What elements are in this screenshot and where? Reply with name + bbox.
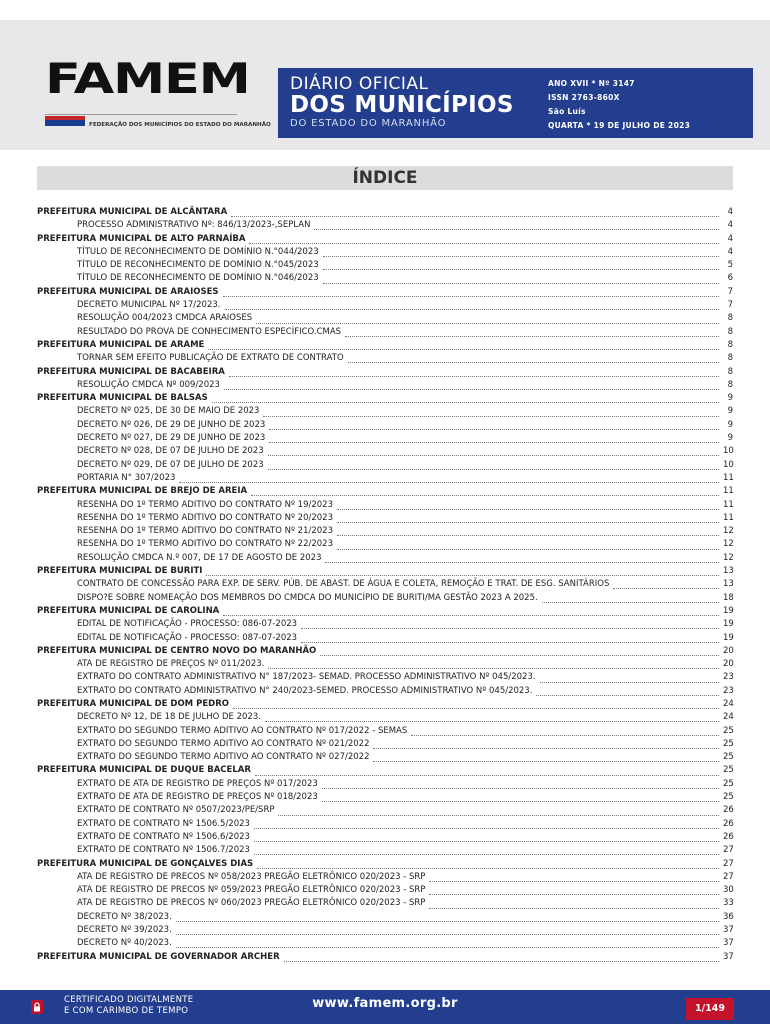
toc-dot-leader <box>429 873 719 882</box>
toc-dot-leader <box>429 886 719 895</box>
toc-dot-leader <box>233 700 719 709</box>
toc-section-row[interactable] <box>37 485 733 498</box>
website-link[interactable]: www.famem.org.br <box>312 996 458 1011</box>
toc-dot-leader <box>224 381 719 390</box>
toc-dot-leader <box>208 341 719 350</box>
toc-dot-leader <box>257 860 719 869</box>
toc-page-number: 9 <box>727 393 733 404</box>
toc-page-number: 24 <box>723 712 734 723</box>
toc-page-number: 36 <box>723 911 734 922</box>
toc-entry-row[interactable] <box>37 725 733 738</box>
toc-page-number: 25 <box>723 738 734 749</box>
toc-dot-leader <box>251 487 719 496</box>
toc-page-number: 26 <box>723 805 734 816</box>
city: São Luís <box>548 107 586 116</box>
toc-section-row[interactable] <box>37 698 733 711</box>
toc-entry-row[interactable] <box>37 299 733 312</box>
toc-dot-leader <box>254 846 719 855</box>
toc-entry-row[interactable] <box>37 525 733 538</box>
toc-entry-row[interactable] <box>37 778 733 791</box>
toc-dot-leader <box>322 793 719 802</box>
toc-entry-row[interactable] <box>37 552 733 565</box>
toc-dot-leader <box>411 727 719 736</box>
toc-page-number: 4 <box>727 233 733 244</box>
toc-entry-title: EXTRATO DO CONTRATO ADMINISTRATIVO N° 240/2023-SEMED. PROCESSO ADMINISTRATIVO Nº 045/2023. <box>77 685 533 696</box>
toc-entry-title: ATA DE REGISTRO DE PRECOS Nº 058/2023 PREGÃO ELETRÔNICO 020/2023 - SRP <box>77 871 426 882</box>
issn: ISSN 2763-860X <box>548 93 620 102</box>
toc-dot-leader <box>337 527 719 536</box>
toc-page-number: 13 <box>723 566 734 577</box>
toc-dot-leader <box>337 541 719 550</box>
toc-dot-leader <box>540 674 719 683</box>
toc-dot-leader <box>268 660 719 669</box>
toc-entry-title: DECRETO Nº 40/2023. <box>77 938 172 949</box>
toc-entry-row[interactable] <box>37 791 733 804</box>
edition-number: ANO XVII * Nº 3147 <box>548 79 635 88</box>
toc-dot-leader <box>255 767 719 776</box>
toc-entry-title: ATA DE REGISTRO DE PREÇOS Nº 011/2023. <box>77 659 265 670</box>
toc-dot-leader <box>301 620 719 629</box>
toc-dot-leader <box>542 594 719 603</box>
toc-dot-leader <box>176 939 719 948</box>
toc-entry-row[interactable] <box>37 804 733 817</box>
toc-entry-title: DECRETO Nº 028, DE 07 DE JULHO DE 2023 <box>77 446 264 457</box>
toc-dot-leader <box>223 607 719 616</box>
toc-entry-title: TÍTULO DE RECONHECIMENTO DE DOMÍNIO N.°046/2023 <box>77 273 319 284</box>
masthead-title-2: DOS MUNICÍPIOS <box>290 92 514 118</box>
toc-page-number: 27 <box>723 845 734 856</box>
toc-entry-row[interactable] <box>37 512 733 525</box>
toc-page-number: 12 <box>723 539 734 550</box>
toc-entry-row[interactable] <box>37 326 733 339</box>
masthead-title-1: DIÁRIO OFICIAL <box>290 74 429 94</box>
toc-dot-leader <box>254 820 719 829</box>
toc-entry-row[interactable] <box>37 937 733 950</box>
toc-page-number: 11 <box>723 512 734 523</box>
toc-entry-title: EXTRATO DE CONTRATO Nº 0507/2023/PE/SRP <box>77 805 275 816</box>
toc-dot-leader <box>373 753 719 762</box>
toc-page-number: 7 <box>727 286 733 297</box>
toc-page-number: 25 <box>723 792 734 803</box>
toc-dot-leader <box>268 461 719 470</box>
certificate-line-1: CERTIFICADO DIGITALMENTE <box>64 995 194 1005</box>
toc-entry-row[interactable] <box>37 538 733 551</box>
toc-page-number: 5 <box>727 260 733 271</box>
toc-entry-title: ATA DE REGISTRO DE PRECOS Nº 060/2023 PREGÃO ELETRÔNICO 020/2023 - SRP <box>77 898 426 909</box>
toc-page-number: 7 <box>727 300 733 311</box>
toc-section-row[interactable] <box>37 565 733 578</box>
toc-page-number: 20 <box>723 659 734 670</box>
toc-page-number: 4 <box>727 220 733 231</box>
toc-entry-row[interactable] <box>37 671 733 684</box>
toc-page-number: 23 <box>723 672 734 683</box>
toc-page-number: 27 <box>723 871 734 882</box>
toc-dot-leader <box>613 580 719 589</box>
footer <box>0 990 770 1024</box>
toc-page-number: 8 <box>727 353 733 364</box>
toc-page-number: 12 <box>723 552 734 563</box>
toc-page-number: 8 <box>727 339 733 350</box>
toc-page-number: 11 <box>723 499 734 510</box>
toc-entry-row[interactable] <box>37 658 733 671</box>
toc-dot-leader <box>223 288 719 297</box>
toc-page-number: 8 <box>727 379 733 390</box>
toc-entry-title: EXTRATO DO SEGUNDO TERMO ADITIVO AO CONTRATO Nº 017/2022 - SEMAS <box>77 725 408 736</box>
toc-dot-leader <box>284 953 719 962</box>
masthead <box>278 68 753 138</box>
toc-dot-leader <box>536 687 719 696</box>
toc-dot-leader <box>345 328 719 337</box>
toc-entry-title: RESENHA DO 1º TERMO ADITIVO DO CONTRATO Nº 22/2023 <box>77 539 333 550</box>
toc-dot-leader <box>249 235 719 244</box>
toc-entry-row[interactable] <box>37 472 733 485</box>
toc-section-title: PREFEITURA MUNICIPAL DE BREJO DE AREIA <box>37 486 248 497</box>
toc-page-number: 9 <box>727 419 733 430</box>
toc-page-number: 37 <box>723 938 734 949</box>
toc-dot-leader <box>225 301 720 310</box>
toc-page-number: 37 <box>723 951 734 962</box>
toc-dot-leader <box>263 408 719 417</box>
toc-page-number: 13 <box>723 579 734 590</box>
toc-entry-row[interactable] <box>37 897 733 910</box>
federation-name: FEDERAÇÃO DOS MUNICÍPIOS DO ESTADO DO MARANHÃO <box>89 122 271 128</box>
toc-section-row[interactable] <box>37 366 733 379</box>
toc-entry-title: EXTRATO DE CONTRATO Nº 1506.7/2023 <box>77 845 250 856</box>
toc-entry-title: RESOLUÇÃO CMDCA N.º 007, DE 17 DE AGOSTO DE 2023 <box>77 552 322 563</box>
toc-page-number: 10 <box>723 459 734 470</box>
toc-dot-leader <box>337 514 719 523</box>
edition-info <box>548 77 690 133</box>
toc-section-title: PREFEITURA MUNICIPAL DE GONÇALVES DIAS <box>37 858 254 869</box>
toc-section-title: PREFEITURA MUNICIPAL DE CENTRO NOVO DO MARANHÃO <box>37 645 317 656</box>
toc-entry-title: DECRETO MUNICIPAL Nº 17/2023. <box>77 300 221 311</box>
toc-entry-title: DECRETO Nº 38/2023. <box>77 911 172 922</box>
toc-section-row[interactable] <box>37 605 733 618</box>
toc-dot-leader <box>320 647 719 656</box>
toc-entry-row[interactable] <box>37 312 733 325</box>
toc-entry-title: DECRETO Nº 026, DE 29 DE JUNHO DE 2023 <box>77 419 266 430</box>
table-of-contents <box>37 206 733 964</box>
maranhao-flag-icon <box>45 116 85 126</box>
toc-dot-leader <box>322 780 719 789</box>
toc-entry-row[interactable] <box>37 219 733 232</box>
toc-page-number: 26 <box>723 818 734 829</box>
toc-entry-row[interactable] <box>37 246 733 259</box>
toc-entry-title: CONTRATO DE CONCESSÃO PARA EXP. DE SERV. PÚB. DE ABAST. DE ÁGUA E COLETA, REMOÇÃO E TRAT. DE ESG. SANITÁRIOS <box>77 579 610 590</box>
toc-section-title: PREFEITURA MUNICIPAL DE ALTO PARNAÍBA <box>37 233 246 244</box>
toc-dot-leader <box>323 275 719 284</box>
toc-entry-row[interactable] <box>37 445 733 458</box>
toc-dot-leader <box>314 221 719 230</box>
toc-page-number: 25 <box>723 725 734 736</box>
toc-entry-title: DISPO?E SOBRE NOMEAÇÃO DOS MEMBROS DO CMDCA DO MUNICÍPIO DE BURITI/MA GESTÃO 2023 A 2025. <box>77 592 538 603</box>
toc-section-title: PREFEITURA MUNICIPAL DE DOM PEDRO <box>37 698 229 709</box>
toc-section-row[interactable] <box>37 233 733 246</box>
toc-entry-title: DECRETO Nº 12, DE 18 DE JULHO DE 2023. <box>77 712 261 723</box>
toc-dot-leader <box>323 248 719 257</box>
toc-entry-title: ATA DE REGISTRO DE PRECOS Nº 059/2023 PREGÃO ELETRÔNICO 020/2023 - SRP <box>77 885 426 896</box>
toc-page-number: 25 <box>723 765 734 776</box>
toc-entry-row[interactable] <box>37 738 733 751</box>
toc-dot-leader <box>268 447 719 456</box>
toc-section-row[interactable] <box>37 206 733 219</box>
toc-page-number: 9 <box>727 433 733 444</box>
toc-dot-leader <box>323 261 719 270</box>
masthead-title-3: DO ESTADO DO MARANHÃO <box>290 118 447 129</box>
toc-entry-row[interactable] <box>37 432 733 445</box>
toc-entry-title: EDITAL DE NOTIFICAÇÃO - PROCESSO: 086-07-2023 <box>77 619 298 630</box>
toc-entry-row[interactable] <box>37 578 733 591</box>
famem-logo <box>45 54 271 133</box>
toc-entry-row[interactable] <box>37 911 733 924</box>
toc-entry-title: DECRETO Nº 027, DE 29 DE JUNHO DE 2023 <box>77 433 266 444</box>
toc-entry-title: EXTRATO DE CONTRATO Nº 1506.6/2023 <box>77 831 250 842</box>
toc-dot-leader <box>206 567 719 576</box>
toc-entry-row[interactable] <box>37 884 733 897</box>
index-heading-bar <box>37 166 733 190</box>
toc-entry-title: EXTRATO DE CONTRATO Nº 1506.5/2023 <box>77 818 250 829</box>
toc-page-number: 8 <box>727 366 733 377</box>
toc-dot-leader <box>256 315 719 324</box>
toc-entry-row[interactable] <box>37 499 733 512</box>
toc-entry-title: EXTRATO DO SEGUNDO TERMO ADITIVO AO CONTRATO Nº 021/2022 <box>77 738 370 749</box>
toc-section-title: PREFEITURA MUNICIPAL DE CAROLINA <box>37 605 220 616</box>
toc-page-number: 19 <box>723 619 734 630</box>
toc-entry-row[interactable] <box>37 352 733 365</box>
toc-entry-title: EXTRATO DE ATA DE REGISTRO DE PREÇOS Nº 017/2023 <box>77 778 318 789</box>
toc-entry-row[interactable] <box>37 618 733 631</box>
header <box>0 20 770 150</box>
toc-entry-row[interactable] <box>37 711 733 724</box>
toc-entry-title: TÍTULO DE RECONHECIMENTO DE DOMÍNIO N.°044/2023 <box>77 246 319 257</box>
toc-entry-row[interactable] <box>37 632 733 645</box>
toc-page-number: 24 <box>723 698 734 709</box>
toc-entry-title: TORNAR SEM EFEITO PUBLICAÇÃO DE EXTRATO DE CONTRATO <box>77 353 344 364</box>
toc-dot-leader <box>231 208 719 217</box>
toc-entry-row[interactable] <box>37 379 733 392</box>
certificate-line-2: E COM CARIMBO DE TEMPO <box>64 1006 189 1016</box>
toc-dot-leader <box>278 807 719 816</box>
toc-page-number: 8 <box>727 326 733 337</box>
toc-dot-leader <box>373 740 719 749</box>
toc-entry-title: PROCESSO ADMINISTRATIVO Nº: 846/13/2023-,SEPLAN <box>77 220 311 231</box>
toc-entry-row[interactable] <box>37 272 733 285</box>
toc-page-number: 4 <box>727 246 733 257</box>
toc-entry-row[interactable] <box>37 751 733 764</box>
toc-entry-row[interactable] <box>37 259 733 272</box>
toc-section-title: PREFEITURA MUNICIPAL DE BALSAS <box>37 393 208 404</box>
toc-section-title: PREFEITURA MUNICIPAL DE ARAME <box>37 339 205 350</box>
toc-section-title: PREFEITURA MUNICIPAL DE ARAIOSES <box>37 286 219 297</box>
toc-entry-row[interactable] <box>37 871 733 884</box>
toc-dot-leader <box>337 501 719 510</box>
toc-page-number: 19 <box>723 632 734 643</box>
toc-section-row[interactable] <box>37 645 733 658</box>
toc-page-number: 33 <box>723 898 734 909</box>
page-number-badge: 1/149 <box>686 998 734 1020</box>
toc-entry-row[interactable] <box>37 419 733 432</box>
toc-page-number: 25 <box>723 778 734 789</box>
toc-entry-row[interactable] <box>37 831 733 844</box>
toc-section-row[interactable] <box>37 392 733 405</box>
toc-entry-title: RESENHA DO 1º TERMO ADITIVO DO CONTRATO Nº 20/2023 <box>77 512 333 523</box>
toc-entry-title: TÍTULO DE RECONHECIMENTO DE DOMÍNIO N.°045/2023 <box>77 260 319 271</box>
toc-dot-leader <box>429 900 719 909</box>
index-title: ÍNDICE <box>352 168 418 188</box>
toc-section-row[interactable] <box>37 764 733 777</box>
logo-text: FAMEM <box>45 54 250 103</box>
toc-entry-title: DECRETO Nº 029, DE 07 DE JULHO DE 2023 <box>77 459 264 470</box>
toc-entry-row[interactable] <box>37 459 733 472</box>
toc-page-number: 27 <box>723 858 734 869</box>
toc-page-number: 19 <box>723 605 734 616</box>
toc-page-number: 25 <box>723 752 734 763</box>
toc-dot-leader <box>269 434 719 443</box>
toc-dot-leader <box>254 833 719 842</box>
toc-dot-leader <box>176 913 719 922</box>
toc-dot-leader <box>301 634 719 643</box>
toc-page-number: 20 <box>723 645 734 656</box>
toc-entry-title: RESENHA DO 1º TERMO ADITIVO DO CONTRATO Nº 19/2023 <box>77 499 333 510</box>
toc-page-number: 18 <box>723 592 734 603</box>
toc-page-number: 9 <box>727 406 733 417</box>
toc-dot-leader <box>179 474 719 483</box>
toc-page-number: 6 <box>727 273 733 284</box>
toc-dot-leader <box>269 421 719 430</box>
publication-date: QUARTA * 19 DE JULHO DE 2023 <box>548 121 691 130</box>
toc-entry-row[interactable] <box>37 844 733 857</box>
toc-entry-title: RESOLUÇÃO CMDCA Nº 009/2023 <box>77 379 220 390</box>
toc-entry-title: EXTRATO DO CONTRATO ADMINISTRATIVO N° 187/2023- SEMAD. PROCESSO ADMINISTRATIVO Nº 045/2023. <box>77 672 536 683</box>
toc-dot-leader <box>348 354 719 363</box>
toc-entry-row[interactable] <box>37 924 733 937</box>
toc-entry-title: RESULTADO DO PROVA DE CONHECIMENTO ESPECÍFICO.CMAS <box>77 326 342 337</box>
toc-page-number: 8 <box>727 313 733 324</box>
toc-page-number: 11 <box>723 472 734 483</box>
toc-entry-title: RESENHA DO 1º TERMO ADITIVO DO CONTRATO Nº 21/2023 <box>77 526 333 537</box>
toc-entry-row[interactable] <box>37 685 733 698</box>
toc-page-number: 26 <box>723 831 734 842</box>
toc-section-title: PREFEITURA MUNICIPAL DE ALCÂNTARA <box>37 207 228 217</box>
toc-dot-leader <box>325 554 719 563</box>
toc-dot-leader <box>212 394 719 403</box>
toc-dot-leader <box>265 713 719 722</box>
toc-entry-row[interactable] <box>37 592 733 605</box>
toc-entry-title: DECRETO Nº 39/2023. <box>77 925 172 936</box>
toc-page-number: 10 <box>723 446 734 457</box>
toc-entry-title: EDITAL DE NOTIFICAÇÃO - PROCESSO: 087-07-2023 <box>77 632 298 643</box>
toc-section-row[interactable] <box>37 339 733 352</box>
toc-section-row[interactable] <box>37 286 733 299</box>
toc-entry-title: DECRETO Nº 025, DE 30 DE MAIO DE 2023 <box>77 406 260 417</box>
toc-page-number: 30 <box>723 885 734 896</box>
toc-section-title: PREFEITURA MUNICIPAL DE DUQUE BACELAR <box>37 765 251 776</box>
toc-page-number: 23 <box>723 685 734 696</box>
toc-section-row[interactable] <box>37 951 733 964</box>
toc-entry-title: EXTRATO DO SEGUNDO TERMO ADITIVO AO CONTRATO Nº 027/2022 <box>77 752 370 763</box>
toc-page-number: 4 <box>727 207 733 217</box>
toc-dot-leader <box>229 368 719 377</box>
toc-page-number: 37 <box>723 925 734 936</box>
toc-dot-leader <box>176 926 719 935</box>
toc-page-number: 11 <box>723 486 734 497</box>
toc-section-title: PREFEITURA MUNICIPAL DE BURITI <box>37 566 203 577</box>
logo-divider <box>45 114 237 115</box>
toc-section-row[interactable] <box>37 858 733 871</box>
toc-entry-title: PORTARIA N° 307/2023 <box>77 472 176 483</box>
toc-section-title: PREFEITURA MUNICIPAL DE GOVERNADOR ARCHER <box>37 951 280 962</box>
toc-section-title: PREFEITURA MUNICIPAL DE BACABEIRA <box>37 366 225 377</box>
toc-entry-title: RESOLUÇÃO 004/2023 CMDCA ARAIOSES <box>77 313 253 324</box>
toc-entry-row[interactable] <box>37 818 733 831</box>
toc-page-number: 12 <box>723 526 734 537</box>
toc-entry-row[interactable] <box>37 405 733 418</box>
toc-entry-title: EXTRATO DE ATA DE REGISTRO DE PREÇOS Nº 018/2023 <box>77 792 318 803</box>
